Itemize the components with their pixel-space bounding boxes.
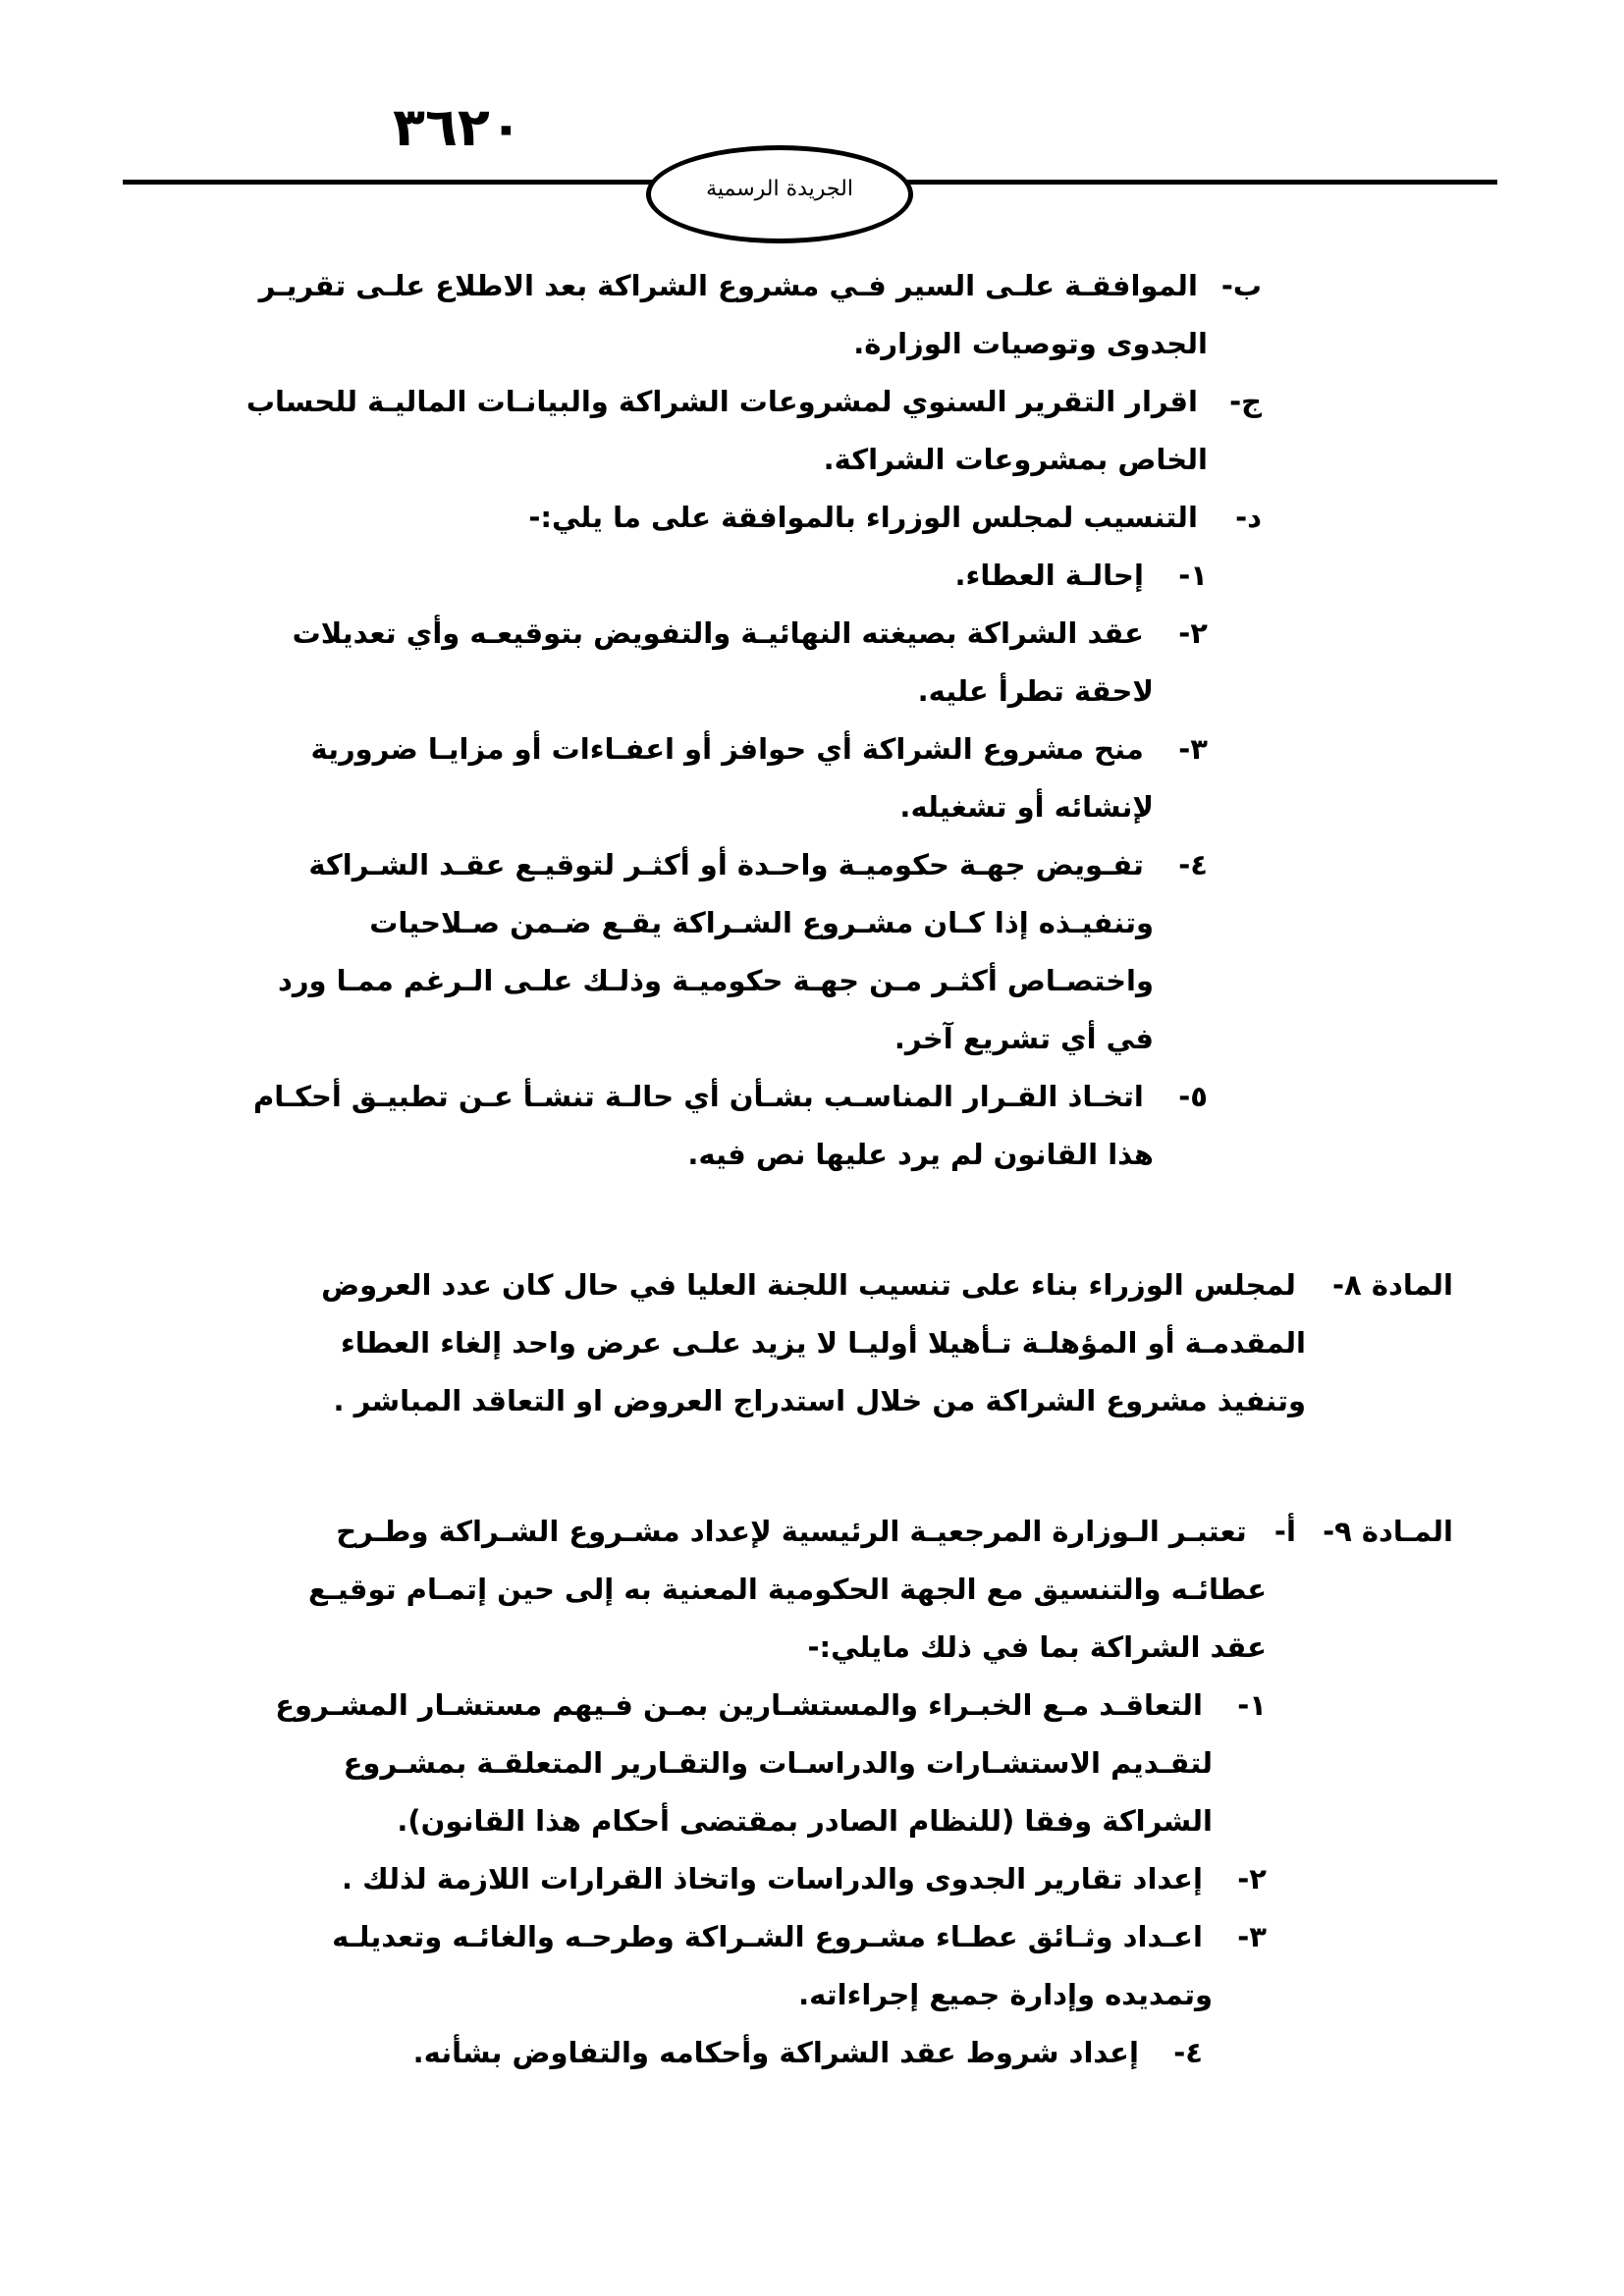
list-item-text: وتنفيـذه إذا كـان مشـروع الشـراكة يقـع ضـمن صـلاحيات bbox=[369, 906, 1154, 939]
list-item-text: تفـويض جهـة حكوميـة واحـدة أو أكثـر لتوقيـع عقـد الشـراكة bbox=[308, 848, 1144, 881]
list-item-continuation bbox=[147, 1735, 1213, 1792]
article-8-text: وتنفيذ مشروع الشراكة من خلال استدراج العروض او التعاقد المباشر . bbox=[333, 1384, 1306, 1417]
article-8-line-3 bbox=[147, 1372, 1306, 1430]
list-item-number: ٤- bbox=[1178, 848, 1208, 881]
list-item-text: إعداد شروط عقد الشراكة وأحكامه والتفاوض بشأنه. bbox=[412, 2036, 1139, 2069]
list-item-continuation bbox=[147, 952, 1154, 1010]
list-item-number: ٣- bbox=[1178, 732, 1208, 766]
list-item-number: ١- bbox=[1178, 559, 1208, 592]
list-item bbox=[147, 1850, 1267, 1908]
list-item bbox=[147, 1677, 1267, 1735]
section-b-text: الجدوى وتوصيات الوزارة. bbox=[853, 327, 1208, 360]
section-b-line-2 bbox=[147, 315, 1208, 373]
article-9-line-1 bbox=[147, 1503, 1453, 1561]
list-item-text: عقد الشراكة بصيغته النهائيـة والتفويض بتوقيعـه وأي تعديلات bbox=[292, 616, 1144, 650]
list-item bbox=[147, 1068, 1208, 1126]
list-item-number: ١- bbox=[1237, 1688, 1267, 1722]
section-b-label: ب- bbox=[1220, 269, 1262, 302]
list-item-text: لاحقة تطرأ عليه. bbox=[917, 674, 1154, 708]
article-9-text: عطائـه والتنسيق مع الجهة الحكومية المعنية به إلى حين إتمـام توقيـع bbox=[307, 1573, 1267, 1606]
list-item-text: إعداد تقارير الجدوى والدراسات واتخاذ القرارات اللازمة لذلك . bbox=[342, 1862, 1203, 1896]
list-item-text: الشراكة وفقا (للنظام الصادر بمقتضى أحكام هذا القانون). bbox=[397, 1804, 1213, 1838]
article-9-sub-label: أ- bbox=[1273, 1515, 1296, 1548]
article-9-text: تعتبـر الـوزارة المرجعيـة الرئيسية لإعداد مشـروع الشـراكة وطـرح bbox=[336, 1515, 1247, 1548]
list-item-number: ٥- bbox=[1178, 1080, 1208, 1113]
section-j-text: اقرار التقرير السنوي لمشروعات الشراكة والبيانـات الماليـة للحساب bbox=[245, 385, 1198, 418]
article-9-text: عقد الشراكة بما في ذلك مايلي:- bbox=[807, 1630, 1267, 1664]
spacer bbox=[147, 1184, 1453, 1256]
header-oval bbox=[646, 145, 913, 243]
list-item-number: ٤- bbox=[1173, 2036, 1203, 2069]
section-d-text: التنسيب لمجلس الوزراء بالموافقة على ما يلي:- bbox=[528, 501, 1198, 534]
article-8-text: لمجلس الوزراء بناء على تنسيب اللجنة العليا في حال كان عدد العروض bbox=[321, 1268, 1296, 1302]
article-8-label: المادة ٨- bbox=[1331, 1268, 1453, 1302]
article-9-line-2 bbox=[147, 1561, 1267, 1619]
list-item-continuation bbox=[147, 1126, 1154, 1184]
list-item-text: وتمديده وإدارة جميع إجراءاته. bbox=[798, 1978, 1213, 2011]
page-number: ٣٦٢٠ bbox=[393, 96, 522, 158]
section-d-line bbox=[147, 489, 1262, 547]
list-item-text: في أي تشريع آخر. bbox=[893, 1022, 1154, 1055]
list-item bbox=[147, 605, 1208, 663]
list-item-number: ٢- bbox=[1178, 616, 1208, 650]
list-item-text: واختصـاص أكثـر مـن جهـة حكوميـة وذلـك علـى الـرغم ممـا ورد bbox=[277, 964, 1154, 997]
list-item-text: التعاقـد مـع الخبـراء والمستشـارين بمـن فـيهم مستشـار المشـروع bbox=[275, 1688, 1203, 1722]
section-d-label: د- bbox=[1235, 501, 1262, 534]
list-item-text: منح مشروع الشراكة أي حوافز أو اعفـاءات أو مزايـا ضرورية bbox=[310, 732, 1144, 766]
list-item bbox=[147, 721, 1208, 778]
list-item-text: اعـداد وثـائق عطـاء مشـروع الشـراكة وطرحـه والغائـه وتعديلـه bbox=[332, 1920, 1203, 1953]
list-item-continuation bbox=[147, 1966, 1213, 2024]
list-item-continuation bbox=[147, 1792, 1213, 1850]
section-b-text: الموافقـة علـى السير فـي مشروع الشراكة بعد الاطلاع علـى تقريـر bbox=[258, 269, 1198, 302]
section-b-line-1 bbox=[147, 257, 1262, 315]
list-item-continuation bbox=[147, 663, 1154, 721]
list-item-number: ٣- bbox=[1237, 1920, 1267, 1953]
list-item bbox=[147, 2024, 1203, 2082]
list-item-text: لإنشائه أو تشغيله. bbox=[899, 790, 1154, 824]
list-item-number: ٢- bbox=[1237, 1862, 1267, 1896]
list-item bbox=[147, 836, 1208, 894]
list-item bbox=[147, 547, 1208, 605]
list-item-continuation bbox=[147, 894, 1154, 952]
list-item-text: لتقـديم الاستشـارات والدراسـات والتقـارير المتعلقـة بمشـروع bbox=[343, 1746, 1213, 1780]
article-9-line-3 bbox=[147, 1619, 1267, 1677]
list-item-continuation bbox=[147, 778, 1154, 836]
article-8-text: المقدمـة أو المؤهلـة تـأهيلا أوليـا لا يزيد علـى عرض واحد إلغاء العطاء bbox=[340, 1326, 1306, 1360]
list-item-text: اتخـاذ القـرار المناسـب بشـأن أي حالـة تنشـأ عـن تطبيـق أحكـام bbox=[253, 1080, 1144, 1113]
article-9-label: المـادة ٩- bbox=[1323, 1515, 1453, 1548]
document-body bbox=[147, 257, 1453, 2082]
article-8-line-2 bbox=[147, 1314, 1306, 1372]
list-item-text: إحالـة العطاء. bbox=[954, 559, 1144, 592]
section-j-line-1 bbox=[147, 373, 1262, 431]
article-8-line-1 bbox=[147, 1256, 1453, 1314]
section-j-text: الخاص بمشروعات الشراكة. bbox=[823, 443, 1208, 476]
list-item-continuation bbox=[147, 1010, 1154, 1068]
list-item-text: هذا القانون لم يرد عليها نص فيه. bbox=[687, 1138, 1154, 1171]
list-item bbox=[147, 1908, 1267, 1966]
spacer bbox=[147, 1430, 1453, 1503]
section-j-line-2 bbox=[147, 431, 1208, 489]
header-title: الجريدة الرسمية bbox=[706, 176, 853, 201]
section-j-label: ج- bbox=[1229, 385, 1262, 418]
